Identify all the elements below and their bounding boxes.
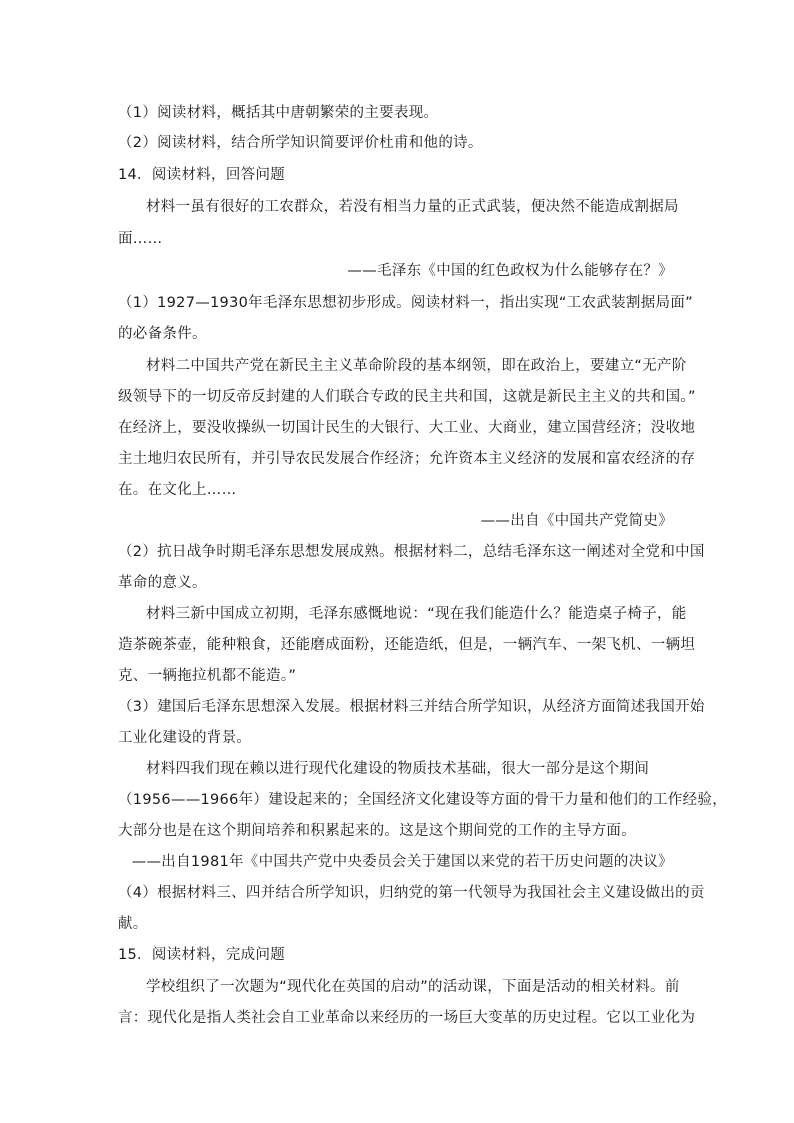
question-14-part-2-cont: 革命的意义。	[118, 575, 207, 591]
material-2-text-line-5: 在。在文化上……	[118, 482, 237, 498]
material-1-text: 材料一虽有很好的工农群众，若没有相当力量的正式武装，便决然不能造成割据局	[146, 199, 679, 215]
material-4-text-line-2: （1956——1966年）建设起来的；全国经济文化建设等方面的骨干力量和他们的工作经验，	[118, 792, 727, 808]
material-3-text: 材料三新中国成立初期，毛泽东感慨地说：“现在我们能造什么？能造桌子椅子，能	[146, 606, 687, 622]
material-3-text-line-3: 克、一辆拖拉机都不能造。”	[118, 668, 297, 684]
question-15-intro: 学校组织了一次题为“现代化在英国的启动”的活动课，下面是活动的相关材料。前	[146, 979, 680, 995]
question-14-part-2: （2）抗日战争时期毛泽东思想发展成熟。根据材料二，总结毛泽东这一阐述对全党和中国	[118, 544, 705, 560]
question-14-part-1: （1）1927—1930年毛泽东思想初步形成。阅读材料一，指出实现“工农武装割据局面”	[118, 295, 693, 311]
material-4-text-line-3: 大部分也是在这个期间培养和积累起来的。这是这个期间党的工作的主导方面。	[118, 823, 636, 839]
material-4-source: ——出自1981年《中国共产党中央委员会关于建国以来党的若干历史问题的决议》	[131, 854, 673, 870]
question-15-heading: 15．阅读材料，完成问题	[118, 947, 286, 963]
material-3-text-line-2: 造茶碗茶壶，能种粮食，还能磨成面粉，还能造纸，但是，一辆汽车、一架飞机、一辆坦	[118, 637, 696, 653]
material-2-text: 材料二中国共产党在新民主主义革命阶段的基本纲领，即在政治上，要建立“无产阶	[146, 358, 687, 374]
material-1-text-cont: 面……	[118, 231, 163, 247]
question-13-part-1: （1）阅读材料，概括其中唐朝繁荣的主要表现。	[118, 105, 439, 121]
material-2-text-line-4: 主土地归农民所有，并引导农民发展合作经济；允许资本主义经济的发展和富农经济的存	[118, 451, 696, 467]
question-14-part-4-cont: 献。	[118, 916, 148, 932]
question-15-intro-cont: 言：现代化是指人类社会自工业革命以来经历的一场巨大变革的历史过程。它以工业化为	[118, 1010, 696, 1026]
material-1-source: ——毛泽东《中国的红色政权为什么能够存在？》	[347, 263, 673, 279]
question-14-part-4: （4）根据材料三、四并结合所学知识，归纳党的第一代领导为我国社会主义建设做出的贡	[118, 885, 705, 901]
material-4-text: 材料四我们现在赖以进行现代化建设的物质技术基础，很大一部分是这个期间	[146, 761, 650, 777]
question-14-part-3-cont: 工业化建设的背景。	[118, 730, 252, 746]
question-14-part-3: （3）建国后毛泽东思想深入发展。根据材料三并结合所学知识，从经济方面简述我国开始	[118, 699, 705, 715]
material-2-source: ——出自《中国共产党简史》	[480, 513, 673, 529]
question-14-heading: 14．阅读材料，回答问题	[118, 167, 286, 183]
question-13-part-2: （2）阅读材料，结合所学知识简要评价杜甫和他的诗。	[118, 135, 483, 151]
question-14-part-1-cont: 的必备条件。	[118, 326, 207, 342]
material-2-text-line-2: 级领导下的一切反帝反封建的人们联合专政的民主共和国，这就是新民主主义的共和国。”	[118, 389, 696, 405]
material-2-text-line-3: 在经济上，要没收操纵一切国计民生的大银行、大工业、大商业，建立国营经济；没收地	[118, 420, 696, 436]
